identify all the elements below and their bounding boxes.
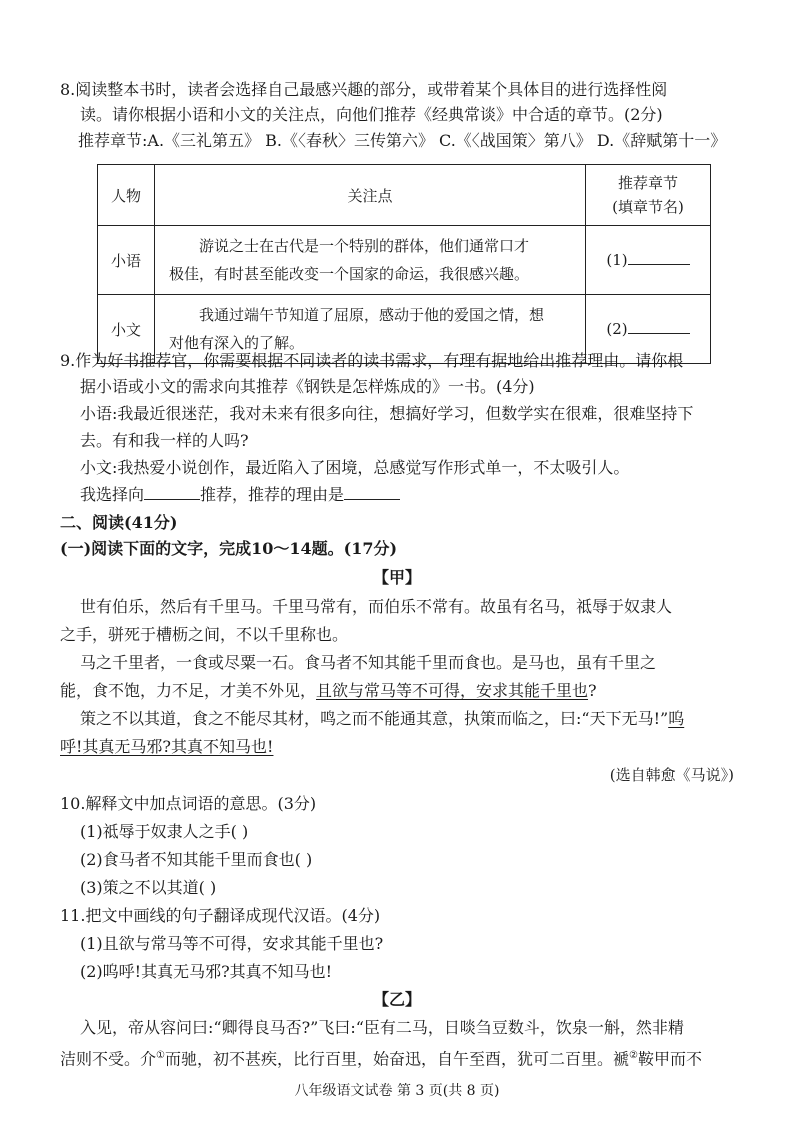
header-chapter-line2: (填章节名) (612, 198, 684, 216)
row-person: 小语 (98, 226, 155, 295)
row-answer (586, 226, 711, 295)
q11-item-1: (1)且欲与常马等不可得，安求其能千里也? (80, 934, 384, 953)
q9-xiaoyu-line2: 去。有和我一样的人吗? (80, 431, 249, 450)
q8-line1: 8.阅读整本书时，读者会选择自己最感兴趣的部分，或带着某个具体目的进行选择性阅 (60, 80, 668, 99)
q10-item-3: (3)策之不以其道( ) (80, 878, 217, 897)
yi-line2-c: 鞍甲而不 (637, 1049, 702, 1069)
q9-xiaowen: 小文:我热爱小说创作，最近陷入了困境，总感觉写作形式单一，不太吸引人。 (80, 458, 630, 477)
table-header-row (98, 165, 711, 226)
jia-source: (选自韩愈《马说》) (609, 766, 734, 784)
recommendation-table (97, 164, 711, 364)
q9-answer-line (80, 485, 400, 505)
q8-options: 推荐章节:A.《三礼第五》 B.《〈春秋〉三传第六》 C.《〈战国策〉第八》 D.《辞赋第十一》 (78, 131, 727, 150)
jia-p2-line1: 马之千里者，一食或尽粟一石。食马者不知其能千里而食也。是马也，虽有千里之 (80, 653, 657, 672)
yi-line2 (60, 1046, 702, 1069)
table-row (98, 226, 711, 295)
q10-item-1: (1)祗辱于奴隶人之手( ) (80, 822, 249, 841)
jia-p3-line1 (80, 709, 684, 729)
answer-number: (2) (606, 320, 628, 338)
jia-title: 【甲】 (372, 568, 421, 587)
q10-item-2: (2)食马者不知其能千里而食也( ) (80, 850, 313, 869)
header-focus: 关注点 (155, 165, 586, 226)
answer-number: (1) (606, 251, 628, 269)
answer-blank[interactable] (628, 250, 690, 265)
jia-p3-line1-a: 策之不以其道，食之不能尽其材，鸣之而不能通其意，执策而临之，曰:“天下无马!” (80, 709, 669, 728)
section2-part1: (一)阅读下面的文字，完成10～14题。(17分) (60, 539, 398, 558)
q9-line1: 9.作为好书推荐官，你需要根据不同读者的读书需求，有理有据地给出推荐理由。请你根 (60, 351, 684, 370)
row-focus-line1: 游说之士在古代是一个特别的群体，他们通常口才 (199, 237, 530, 255)
q11-title: 11.把文中画线的句子翻译成现代汉语。(4分) (60, 906, 381, 925)
jia-p1-line1: 世有伯乐，然后有千里马。千里马常有，而伯乐不常有。故虽有名马，祗辱于奴隶人 (80, 597, 673, 616)
q8-line2: 读。请你根据小语和小文的关注点，向他们推荐《经典常谈》中合适的章节。(2分) (80, 105, 663, 124)
q9-xiaoyu-line1: 小语:我最近很迷茫，我对未来有很多向往，想搞好学习，但数学实在很难，很难坚持下 (80, 404, 694, 423)
row-focus-line2: 极佳，有时甚至能改变一个国家的命运，我很感兴趣。 (169, 265, 530, 283)
q10-title: 10.解释文中加点词语的意思。(3分) (60, 794, 317, 813)
jia-underlined-sentence2-end: 呼!其真无马邪?其真不知马也! (60, 737, 274, 756)
jia-p2-line2-b: ? (588, 681, 597, 700)
yi-title: 【乙】 (372, 990, 421, 1009)
jia-p2-line2 (60, 681, 597, 701)
q9-answer-b: 推荐，推荐的理由是 (200, 485, 345, 504)
row-focus-line2: 对他有深入的了解。 (169, 334, 305, 352)
jia-underlined-sentence2-start: 呜 (668, 709, 685, 728)
header-person: 人物 (98, 165, 155, 226)
q9-blank-person[interactable] (144, 485, 200, 500)
jia-underlined-sentence1: 且欲与常马等不可得，安求其能千里也 (316, 681, 589, 700)
q9-line2: 据小语或小文的需求向其推荐《钢铁是怎样炼成的》一书。(4分) (80, 377, 535, 396)
header-chapter (586, 165, 711, 226)
footnote-2: ② (629, 1050, 638, 1061)
yi-line2-a: 洁则不受。介 (60, 1049, 157, 1069)
q9-answer-a: 我选择向 (80, 485, 145, 504)
answer-blank[interactable] (628, 319, 690, 334)
jia-p2-line2-a: 能，食不饱，力不足，才美不外见， (60, 681, 317, 700)
section2-title: 二、阅读(41分) (60, 513, 178, 532)
page-footer: 八年级语文试卷 第 3 页(共 8 页) (294, 1083, 500, 1099)
q9-blank-reason[interactable] (344, 485, 400, 500)
row-person: 小文 (98, 295, 155, 364)
yi-line2-b: 而驰，初不甚疾，比行百里，始奋迅，自午至酉，犹可二百里。褫 (164, 1049, 629, 1069)
row-focus-line1: 我通过端午节知道了屈原，感动于他的爱国之情，想 (199, 306, 545, 324)
q11-item-2: (2)呜呼!其真无马邪?其真不知马也! (80, 962, 333, 981)
footnote-1: ① (156, 1050, 165, 1061)
row-focus (155, 226, 586, 295)
jia-p1-line2: 之手，骈死于槽枥之间，不以千里称也。 (60, 625, 349, 644)
header-chapter-line1: 推荐章节 (617, 174, 678, 192)
yi-line1: 入见，帝从容问曰:“卿得良马否?”飞曰:“臣有二马，日啖刍豆数斗，饮泉一斛，然非精 (80, 1018, 684, 1037)
